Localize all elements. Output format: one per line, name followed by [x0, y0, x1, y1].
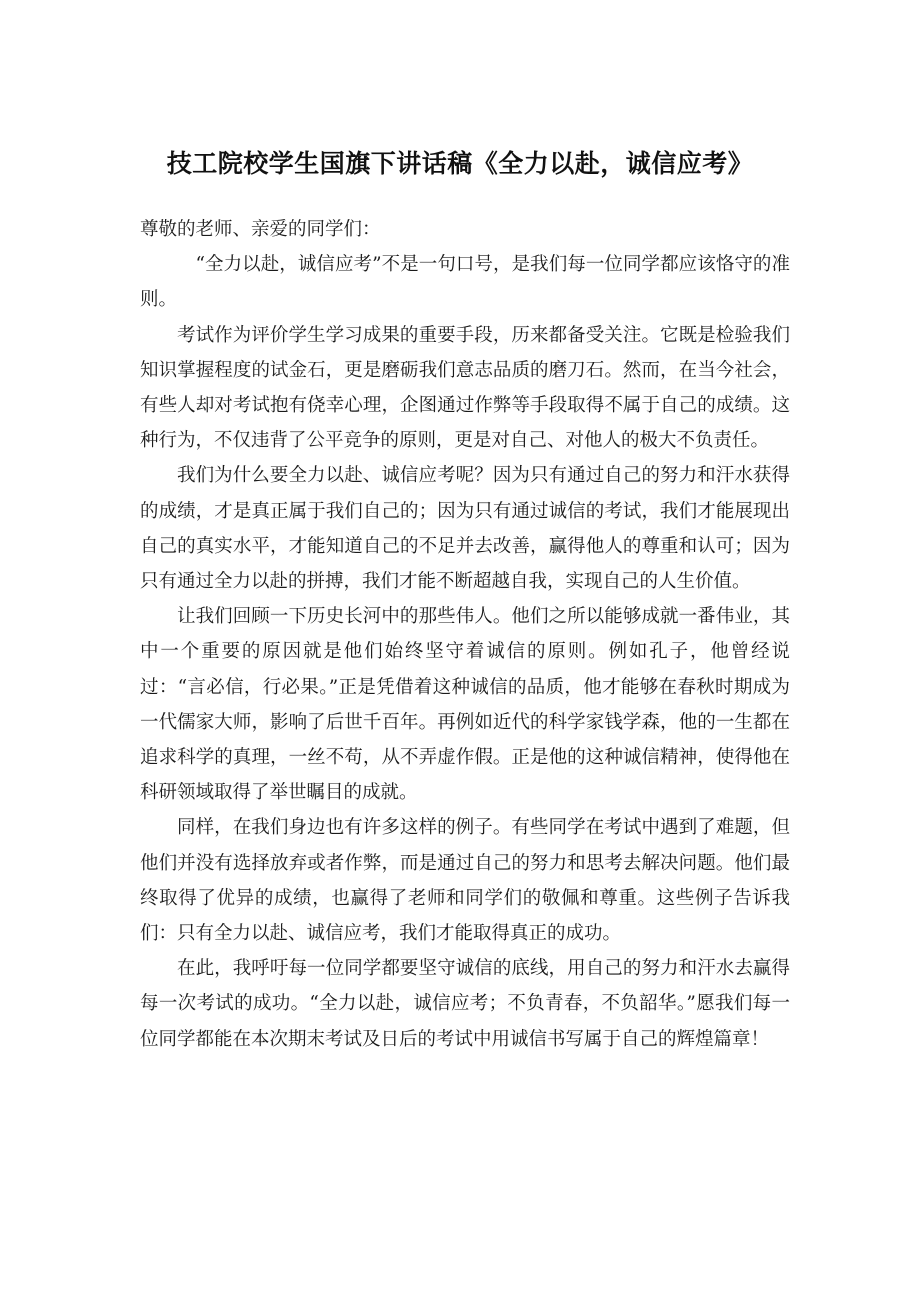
paragraph-4: 让我们回顾一下历史长河中的那些伟人。他们之所以能够成就一番伟业，其中一个重要的原因就是他们始终坚守着诚信的原则。例如孔子，他曾经说过：“言必信，行必果。”正是凭借着这种诚信的品质，他才能够在春秋时期成为一代儒家大师，影响了后世千百年。再例如近代的科学家钱学森，他的一生都在追求科学的真理，一丝不苟，从不弄虚作假。正是他的这种诚信精神，使得他在科研领域取得了举世瞩目的成就。 [140, 606, 790, 804]
paragraph-2: 考试作为评价学生学习成果的重要手段，历来都备受关注。它既是检验我们知识掌握程度的试金石，更是磨砺我们意志品质的磨刀石。然而，在当今社会，有些人却对考试抱有侥幸心理，企图通过作弊等手段取得不属于自己的成绩。这种行为，不仅违背了公平竞争的原则，更是对自己、对他人的极大不负责任。 [140, 324, 790, 452]
salutation: 尊敬的老师、亲爱的同学们： [140, 219, 381, 240]
paragraph-3: 我们为什么要全力以赴、诚信应考呢？因为只有通过自己的努力和汗水获得的成绩，才是真正属于我们自己的；因为只有通过诚信的考试，我们才能展现出自己的真实水平，才能知道自己的不足并去改善，赢得他人的尊重和认可；因为只有通过全力以赴的拼搏，我们才能不断超越自我，实现自己的人生价值。 [140, 465, 790, 593]
document-title: 技工院校学生国旗下讲话稿《全力以赴，诚信应考》 [166, 149, 754, 178]
paragraph-6: 在此，我呼吁每一位同学都要坚守诚信的底线，用自己的努力和汗水去赢得每一次考试的成功。“全力以赴，诚信应考；不负青春，不负韶华。”愿我们每一位同学都能在本次期末考试及日后的考试中用诚信书写属于自己的辉煌篇章！ [140, 958, 790, 1050]
paragraph-5: 同样，在我们身边也有许多这样的例子。有些同学在考试中遇到了难题，但他们并没有选择放弃或者作弊，而是通过自己的努力和思考去解决问题。他们最终取得了优异的成绩，也赢得了老师和同学们的敬佩和尊重。这些例子告诉我们：只有全力以赴、诚信应考，我们才能取得真正的成功。 [140, 817, 790, 945]
paragraph-1: “全力以赴，诚信应考”不是一句口号，是我们每一位同学都应该恪守的准则。 [140, 254, 790, 311]
speech-body [140, 212, 790, 1057]
